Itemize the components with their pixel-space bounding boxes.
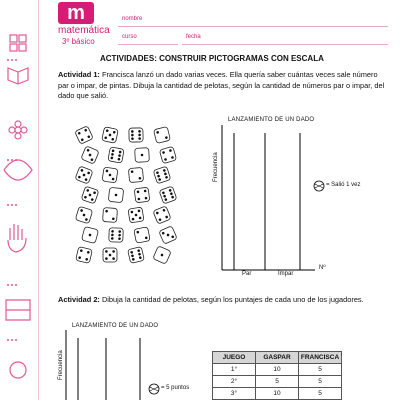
box-icon [6, 300, 30, 320]
chart-1-x-symbol: Nº [319, 265, 326, 271]
die-icon [109, 228, 123, 242]
die-icon [75, 166, 93, 184]
die-icon [128, 167, 143, 182]
course-label: curso [122, 34, 137, 40]
chart-1-ylabel: Frecuencia [213, 152, 219, 182]
scores-table [212, 351, 342, 400]
table-cell: 10 [256, 388, 299, 400]
table-cell: 5 [256, 376, 299, 388]
die-icon [76, 247, 93, 264]
chart-2-ylabel: Frecuencia [58, 350, 64, 380]
die-icon [102, 127, 119, 144]
table-cell: 1° [213, 364, 256, 376]
logo-subject: matemática [58, 25, 110, 36]
die-icon [153, 246, 171, 264]
die-icon [159, 186, 177, 204]
die-icon [135, 148, 150, 163]
die-icon [102, 167, 118, 183]
activity-1-body: Francisca lanzó un dado varias veces. Ella quería saber cuántas veces sale número par o impar, de pintas. Dibuja la cantidad de pelotas, según la cantidad de números par o impar, del dado que salió. [58, 70, 385, 100]
die-icon [129, 128, 143, 142]
table-cell: 5 [299, 376, 342, 388]
date-label: fecha [186, 34, 201, 40]
activity-1-text [58, 70, 390, 102]
activity-1-label: Actividad 1: [58, 70, 100, 79]
chart-1-title: LANZAMIENTO DE UN DADO [228, 117, 315, 123]
circle-icon [10, 362, 26, 378]
table-cell: 3° [213, 388, 256, 400]
chart-1-category-impar: Impar [278, 271, 294, 277]
die-icon [134, 187, 150, 203]
die-icon [128, 247, 145, 264]
die-icon [108, 187, 123, 202]
logo [58, 2, 108, 46]
die-icon [153, 166, 171, 184]
die-icon [159, 146, 176, 163]
chart-1-category-par: Par [242, 271, 252, 277]
table-cell: 5 [299, 364, 342, 376]
page-title: ACTIVIDADES: CONSTRUIR PICTOGRAMAS CON ESCALA [100, 54, 324, 63]
table-cell: 5 [299, 388, 342, 400]
leaf-icon [4, 160, 32, 180]
chart-2-title: LANZAMIENTO DE UN DADO [72, 323, 159, 329]
grid-icon [10, 35, 26, 51]
die-icon [134, 227, 150, 243]
activity-2-text [58, 295, 390, 306]
sidebar-icons [0, 0, 38, 400]
table-header-row [213, 352, 342, 364]
hand-icon [8, 224, 26, 252]
die-icon [81, 186, 99, 204]
table-header-juego: JUEGO [213, 352, 256, 364]
dots-decoration [7, 59, 17, 341]
table-header-gaspar: GASPAR [256, 352, 299, 364]
ball-icon [313, 180, 325, 192]
die-icon [154, 127, 171, 144]
table-row [213, 388, 342, 400]
die-icon [153, 206, 171, 224]
chart-1 [210, 125, 330, 285]
table-cell: 2° [213, 376, 256, 388]
sidebar [0, 0, 39, 400]
activity-2-label: Actividad 2: [58, 295, 100, 304]
course-field[interactable] [118, 44, 178, 45]
name-field[interactable] [118, 26, 388, 27]
date-field[interactable] [182, 44, 388, 45]
table-row [213, 376, 342, 388]
die-icon [128, 207, 144, 223]
book-icon [8, 68, 28, 84]
chart-2-legend: = 5 puntos [161, 385, 190, 391]
die-icon [81, 226, 98, 243]
dice-illustration [72, 125, 182, 277]
die-icon [108, 147, 124, 163]
name-label: nombre [122, 16, 143, 22]
logo-grade: 3º básico [62, 37, 95, 46]
die-icon [75, 126, 94, 145]
chart-1-legend: = Salió 1 vez [326, 182, 361, 188]
die-icon [103, 248, 117, 262]
die-icon [103, 208, 118, 223]
table-header-francisca: FRANCISCA [299, 352, 342, 364]
table-row [213, 364, 342, 376]
die-icon [75, 206, 92, 223]
flower-icon [9, 121, 27, 139]
die-icon [159, 226, 177, 244]
ball-icon [148, 383, 160, 395]
die-icon [81, 146, 99, 164]
activity-2-body: Dibuja la cantidad de pelotas, según los puntajes de cada uno de los jugadores. [101, 295, 364, 304]
logo-letter: m [58, 2, 94, 24]
chart-2 [60, 330, 150, 400]
table-cell: 10 [256, 364, 299, 376]
